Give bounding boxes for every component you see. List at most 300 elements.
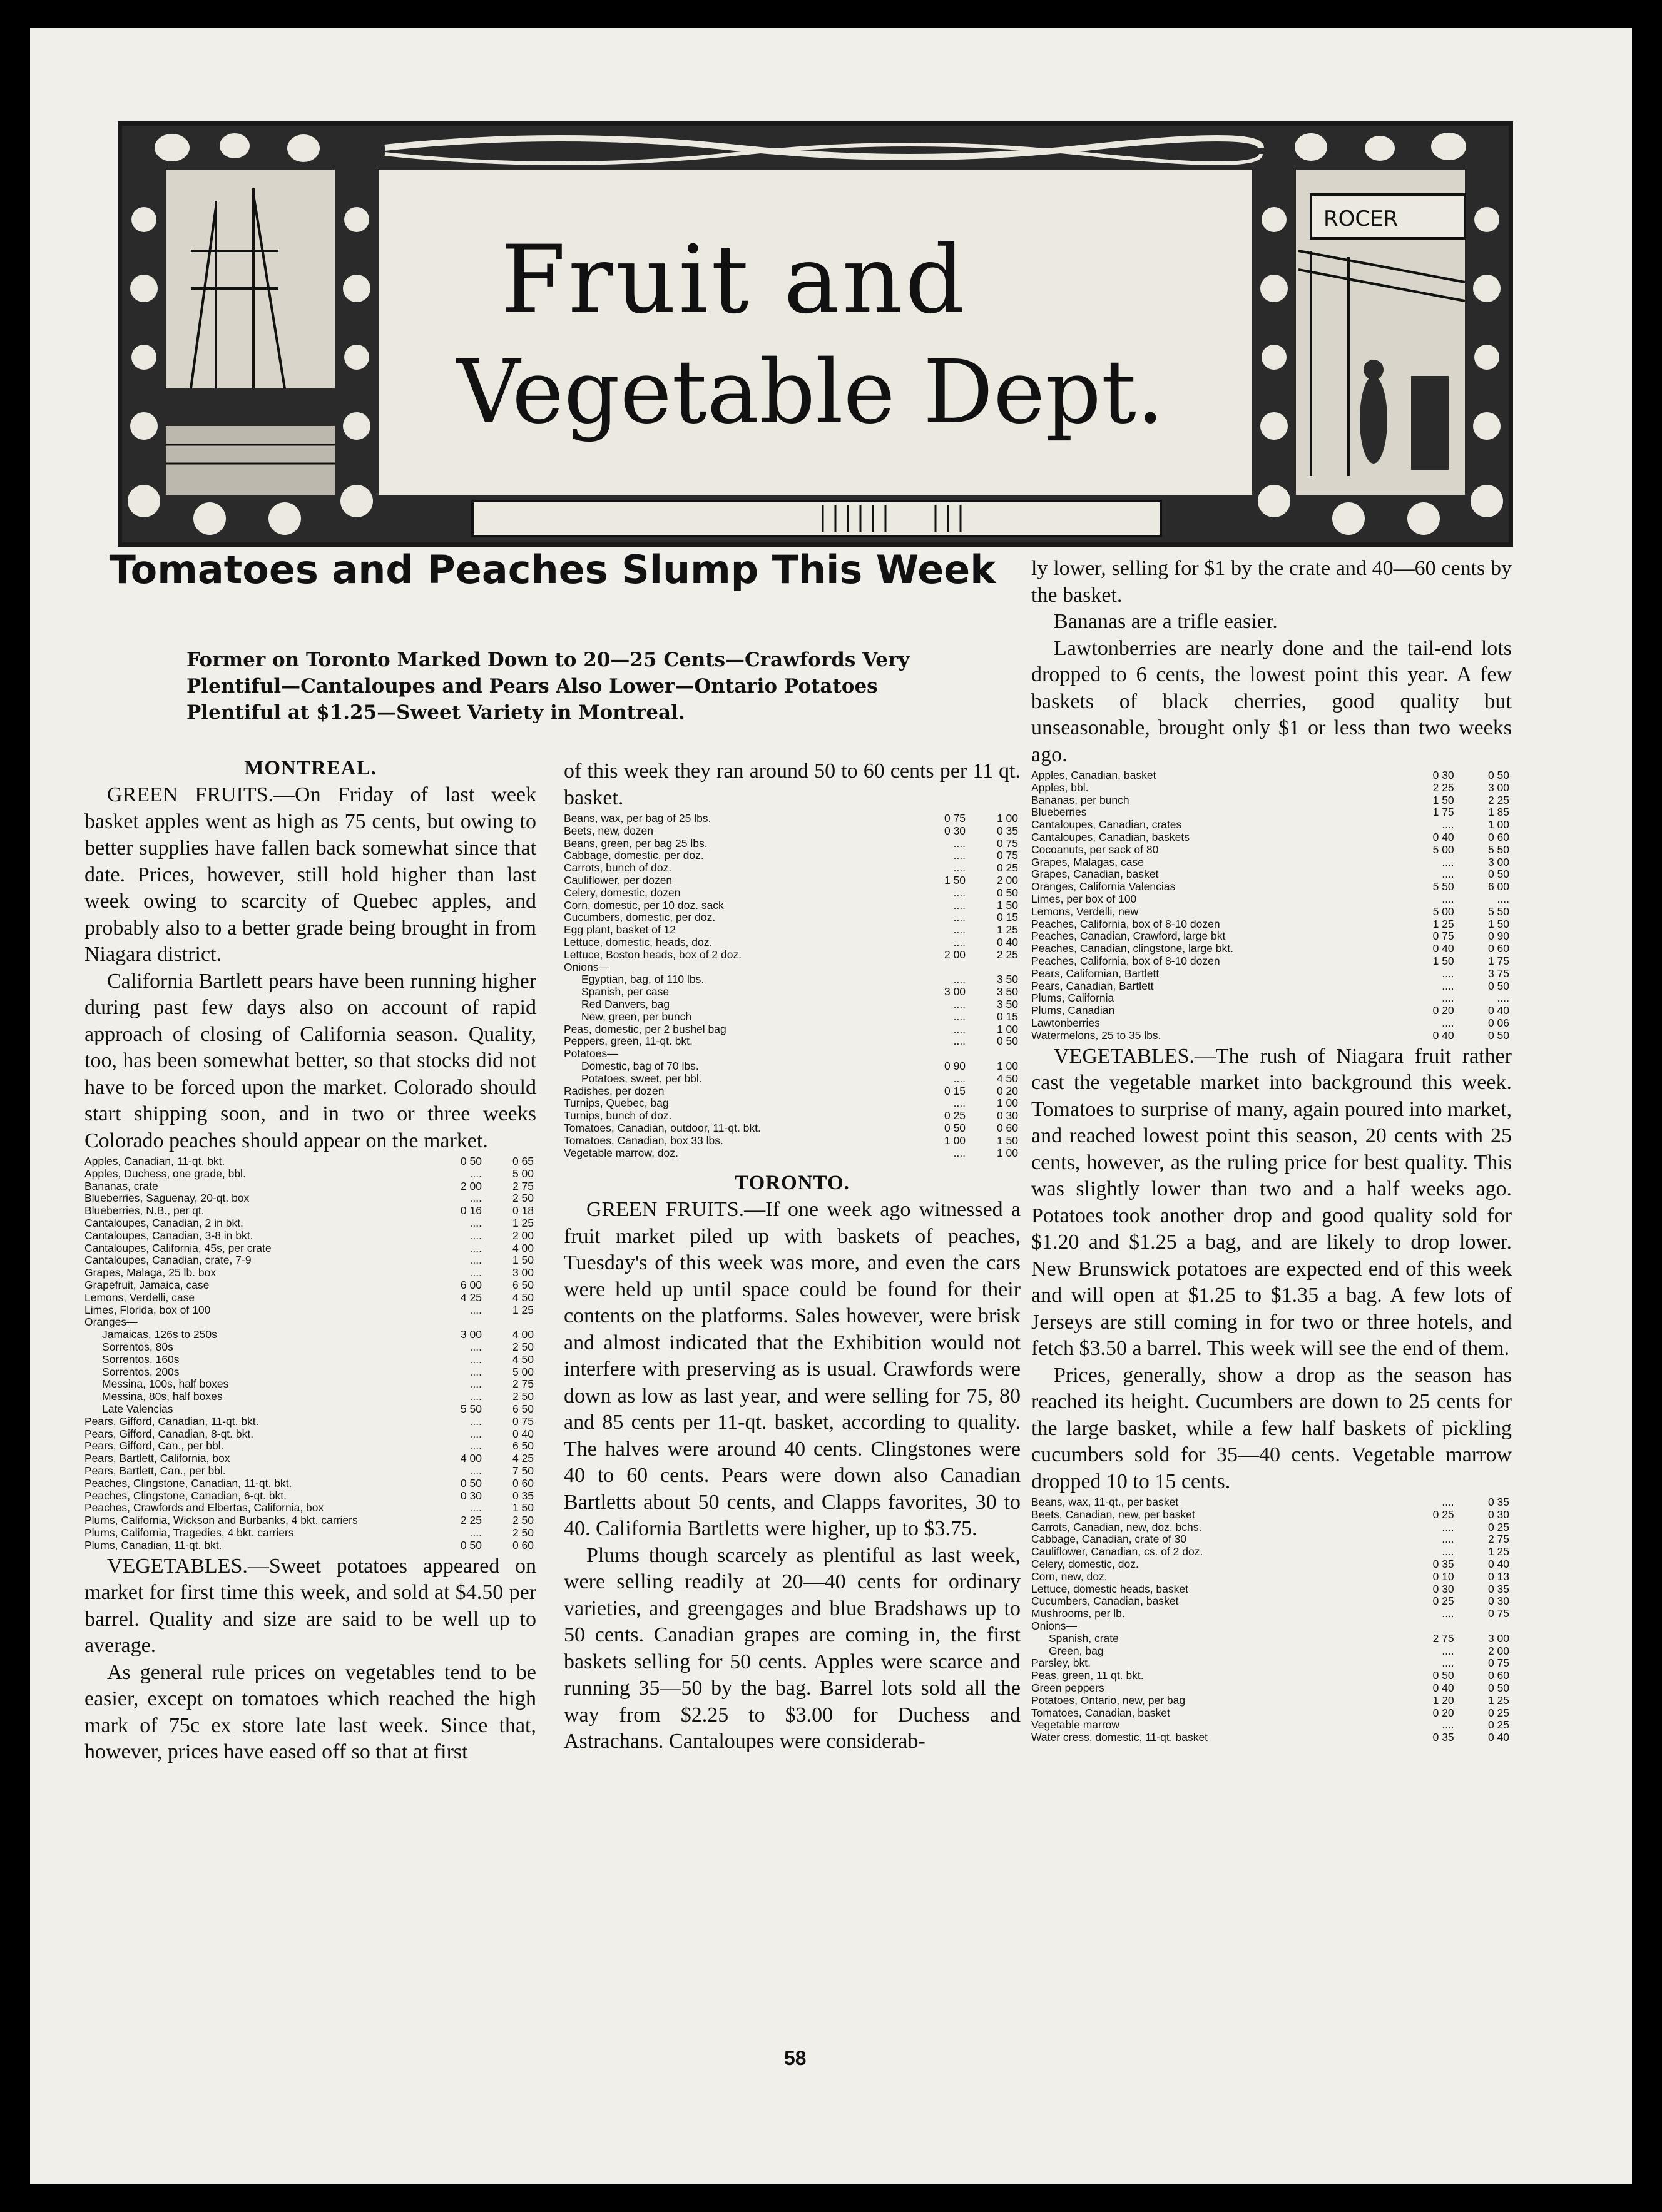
price-item: Corn, domestic, per 10 doz. sack [564,899,724,911]
price-row [1031,819,1512,831]
price-item: Cantaloupes, California, 45s, per crate [84,1242,272,1254]
price-low: .... [953,1072,966,1085]
price-low: 1 25 [1432,917,1454,930]
price-row [1031,968,1512,980]
price-row [1031,955,1512,968]
price-item: Cantaloupes, Canadian, 3-8 in bkt. [84,1229,253,1242]
price-row [564,887,1021,900]
montreal-veg-para-2: As general rule prices on vegetables tend to be easier, except on tomatoes which reached the high mark of 75c ex store late last week. Since that, however, prices have eased off so that at first [84,1660,536,1763]
page-number: 58 [784,2047,807,2069]
price-high: 2 75 [512,1179,534,1192]
price-low: 4 00 [460,1452,482,1465]
price-high: 0 50 [1487,868,1509,881]
price-item: Cantaloupes, Canadian, baskets [1031,831,1190,843]
price-high: .... [1497,992,1509,1005]
price-row [1031,1620,1512,1633]
price-row [1031,918,1512,931]
price-row [564,1135,1021,1147]
price-row [1031,943,1512,955]
price-row [84,1540,536,1552]
price-item: Tomatoes, Canadian, basket [1031,1707,1170,1719]
toronto-vegetable-price-table [1031,1496,1512,1744]
price-low: .... [469,1192,482,1205]
price-high: 0 50 [1487,1028,1509,1042]
price-high: 6 50 [512,1439,534,1453]
price-item: Bananas, per bunch [1031,794,1129,806]
price-high: 0 90 [1487,930,1509,943]
price-high: 0 75 [512,1414,534,1428]
price-item: Oranges— [84,1316,138,1329]
price-low: 0 40 [1432,830,1454,843]
price-high: 1 50 [512,1254,534,1267]
price-high: 6 50 [512,1278,534,1291]
price-item: Plums, California, Tragedies, 4 bkt. carriers [84,1526,294,1539]
price-high: 2 00 [996,873,1018,886]
column-2 [564,758,1021,1755]
price-item: Watermelons, 25 to 35 lbs. [1031,1029,1161,1042]
price-row [84,1279,536,1292]
price-high [1457,1620,1512,1633]
price-high: 1 25 [1487,1693,1509,1707]
price-low: 5 00 [1432,843,1454,856]
price-item: Carrots, bunch of doz. [564,862,672,875]
price-low: 0 90 [944,1059,966,1072]
montreal-fruit-price-table [84,1155,536,1552]
price-row [1031,868,1512,881]
price-high: 0 75 [996,836,1018,850]
price-low: 0 50 [944,1121,966,1134]
price-low: 1 00 [944,1134,966,1147]
price-low: 3 00 [460,1328,482,1341]
price-high [968,961,1021,974]
price-row [1031,844,1512,856]
price-high: 3 00 [1487,855,1509,868]
price-item: New, green, per bunch [581,1010,692,1023]
price-row [564,1110,1021,1122]
price-high: 3 50 [996,985,1018,998]
price-row [1031,893,1512,906]
price-low: 2 00 [460,1179,482,1192]
price-row [1031,930,1512,943]
price-item: Pears, Bartlett, California, box [84,1453,230,1465]
price-row [84,1403,536,1416]
price-high: 3 50 [996,997,1018,1010]
deck: Former on Toronto Marked Down to 20—25 Cents—Crawfords Very Plentiful—Cantaloupes and Pears Also Lower—Ontario Potatoes Plentiful at $1.25—Sweet Variety in Montreal. [186,649,910,724]
price-low: .... [1442,1644,1454,1657]
price-row [84,1514,536,1527]
price-high: 1 00 [996,1097,1018,1110]
price-high: 3 00 [1487,1631,1509,1645]
price-row [1031,1533,1512,1546]
price-item: Cantaloupes, Canadian, 2 in bkt. [84,1217,243,1229]
price-high: 0 40 [996,935,1018,948]
price-low: .... [953,935,966,948]
price-item: Peaches, California, box of 8-10 dozen [1031,955,1220,967]
price-row [84,1292,536,1304]
price-low: .... [953,861,966,875]
price-row [84,1192,536,1205]
price-high: 2 50 [512,1390,534,1403]
price-item: Grapes, Canadian, basket [1031,868,1159,881]
price-low: .... [469,1501,482,1514]
price-low: .... [1442,1016,1454,1029]
price-high: 4 25 [512,1452,534,1465]
price-row [1031,1558,1512,1571]
price-high: 0 25 [1487,1718,1509,1732]
price-high: 5 50 [1487,843,1509,856]
price-low: 1 20 [1432,1693,1454,1707]
price-high: 0 75 [1487,1656,1509,1670]
montreal-heading: MONTREAL. [244,757,377,779]
price-high: 0 60 [996,1121,1018,1134]
toronto-para-2: Plums though scarcely as plentiful as last week, were selling readily at 20—40 cents for ordinary varieties, and greengages and blue Bradshaws up to 50 cents. Canadian grapes are coming in, the first baskets selling for 50 cents. Apples were scarce and running 35—50 by the bag. Barrel lots sold all the way from $2.25 to $3.00 for Duchess and Astrachans. Cantaloupes were considerab- [564,1543,1021,1753]
price-low: .... [1442,966,1454,980]
price-item: Lettuce, Boston heads, box of 2 doz. [564,948,742,961]
price-low: .... [469,1464,482,1477]
price-low: .... [469,1340,482,1353]
price-high: 0 13 [1487,1570,1509,1583]
price-high: 2 75 [1487,1533,1509,1546]
price-row [1031,1732,1512,1744]
price-low: .... [469,1254,482,1267]
price-row [1031,1670,1512,1682]
price-item: Limes, Florida, box of 100 [84,1304,211,1316]
price-low: .... [953,1010,966,1023]
price-row [84,1428,536,1441]
price-high: 0 18 [512,1204,534,1217]
price-row [84,1155,536,1168]
price-high: 0 40 [1487,1731,1509,1744]
price-item: Plums, California, Wickson and Burbanks, 4 bkt. carriers [84,1514,358,1527]
price-item: Limes, per box of 100 [1031,893,1137,905]
price-item: Green peppers [1031,1682,1104,1694]
price-low: .... [953,973,966,986]
price-item: Blueberries, N.B., per qt. [84,1205,205,1217]
price-high: 4 00 [512,1241,534,1254]
price-row [84,1527,536,1540]
price-item: Peaches, Canadian, Crawford, large bkt [1031,930,1226,943]
price-item: Lettuce, domestic heads, basket [1031,1583,1188,1595]
price-low: 0 35 [1432,1731,1454,1744]
price-row [1031,1707,1512,1720]
price-row [564,1048,1021,1060]
price-row [564,924,1021,936]
price-row [1031,1657,1512,1670]
price-row [84,1416,536,1428]
price-row [564,850,1021,862]
price-item: Beets, new, dozen [564,824,654,837]
price-high: 1 00 [996,1146,1018,1159]
price-row [564,875,1021,887]
price-high: 2 50 [512,1340,534,1353]
page [30,28,1632,2184]
price-low: 2 75 [1432,1631,1454,1645]
price-row [84,1205,536,1217]
price-row [1031,1571,1512,1583]
price-row [84,1341,536,1354]
price-row [564,813,1021,825]
price-high: 0 15 [996,911,1018,924]
price-row [564,1011,1021,1023]
price-item: Corn, new, doz. [1031,1570,1108,1583]
col3-continuation: ly lower, selling for $1 by the crate and 40—60 cents by the basket. [1031,557,1512,607]
price-item: Messina, 100s, half boxes [102,1378,229,1391]
price-item: Bananas, crate [84,1180,158,1192]
price-low: 2 25 [1432,781,1454,794]
masthead-title-line1: Fruit and [501,226,968,335]
price-high: 0 15 [996,1010,1018,1023]
price-low: .... [469,1526,482,1539]
price-item: Blueberries [1031,806,1087,819]
price-row [84,1254,536,1267]
price-low: 5 50 [1432,880,1454,893]
masthead-title-line2: Vegetable Dept. [457,342,1165,444]
price-item: Apples, bbl. [1031,781,1089,794]
price-row [84,1391,536,1403]
price-low: 0 30 [1432,769,1454,781]
price-low [915,961,968,974]
price-row [564,838,1021,850]
price-low: 0 30 [460,1489,482,1502]
price-item: Red Danvers, bag [581,998,670,1010]
price-high: 4 50 [512,1291,534,1304]
price-item: Vegetable marrow, doz. [564,1147,678,1159]
price-item: Cauliflower, Canadian, cs. of 2 doz. [1031,1546,1203,1558]
price-row [564,1147,1021,1160]
price-item: Cantaloupes, Canadian, crate, 7-9 [84,1254,252,1267]
price-low: 0 25 [1432,1508,1454,1521]
price-high: 1 50 [996,1134,1018,1147]
price-low: .... [953,923,966,936]
price-row [1031,794,1512,807]
price-low [1401,1620,1456,1633]
price-high: 1 85 [1487,806,1509,819]
price-low: .... [1442,1520,1454,1533]
price-item: Sorrentos, 160s [102,1353,180,1366]
price-row [84,1242,536,1255]
price-low: 0 50 [460,1538,482,1551]
price-high: 0 20 [996,1084,1018,1097]
price-low: 0 40 [1432,1028,1454,1042]
price-high: 0 35 [996,824,1018,837]
price-low: .... [1442,1496,1454,1509]
price-item: Potatoes, Ontario, new, per bag [1031,1694,1186,1707]
price-row [1031,1546,1512,1558]
price-low: .... [1442,992,1454,1005]
price-row [1031,906,1512,918]
price-low: .... [1442,1718,1454,1732]
price-row [564,1073,1021,1085]
price-high: 0 60 [1487,830,1509,843]
price-item: Peaches, California, box of 8-10 dozen [1031,918,1220,930]
price-item: Carrots, Canadian, new, doz. bchs. [1031,1521,1202,1533]
price-row [564,1060,1021,1073]
price-item: Water cress, domestic, 11-qt. basket [1031,1732,1208,1744]
price-high: 0 40 [1487,1004,1509,1017]
price-low: .... [469,1414,482,1428]
price-high: 3 00 [512,1266,534,1279]
price-low: 0 20 [1432,1706,1454,1719]
headline: Tomatoes and Peaches Slump This Week [109,547,996,592]
price-item: Beans, wax, 11-qt., per basket [1031,1496,1179,1509]
price-high: 0 75 [996,849,1018,862]
price-item: Cocoanuts, per sack of 80 [1031,843,1159,856]
price-high: 1 00 [1487,818,1509,831]
price-row [1031,980,1512,993]
price-low: 0 25 [1432,1595,1454,1608]
price-high: 2 25 [1487,793,1509,806]
price-item: Turnips, Quebec, bag [564,1097,669,1110]
price-item: Late Valencias [102,1403,173,1415]
price-high: 0 30 [1487,1595,1509,1608]
price-low: .... [469,1439,482,1453]
price-item: Peppers, green, 11-qt. bkt. [564,1035,693,1048]
price-low: .... [953,997,966,1010]
price-low [915,1048,968,1060]
price-row [84,1316,536,1329]
price-row [84,1490,536,1503]
price-low: .... [469,1266,482,1279]
price-item: Peas, domestic, per 2 bushel bag [564,1023,726,1035]
price-high: 1 75 [1487,954,1509,967]
price-low: 0 10 [1432,1570,1454,1583]
price-item: Egg plant, basket of 12 [564,924,676,936]
price-item: Onions— [564,961,609,973]
price-item: Cucumbers, Canadian, basket [1031,1595,1179,1608]
price-row [1031,769,1512,782]
price-row [1031,1496,1512,1509]
price-row [564,973,1021,986]
price-row [84,1478,536,1490]
price-item: Sorrentos, 200s [102,1366,180,1378]
price-low: 0 40 [1432,942,1454,955]
price-item: Cabbage, Canadian, crate of 30 [1031,1533,1187,1546]
price-high: 2 50 [512,1526,534,1539]
price-item: Parsley, bkt. [1031,1657,1091,1670]
price-low: .... [469,1352,482,1366]
price-low: 5 00 [1432,905,1454,918]
price-item: Apples, Canadian, 11-qt. bkt. [84,1155,225,1167]
price-low: .... [1442,855,1454,868]
price-item: Lemons, Verdelli, case [84,1291,195,1304]
price-high: 1 00 [996,812,1018,824]
price-row [564,1122,1021,1135]
toronto-para-1: GREEN FRUITS.—If one week ago witnessed a fruit market piled up with baskets of peaches, Tuesday's of this week was more, and even the cars were held up until space could be found for their contents on the platforms. Sales however, were brisk and almost indicated that the Exhibition would not interfere with preserving as is usual. Crawfords were down as low as last year, and were selling for 75, 80 and 85 cents per 11-qt. basket, according to quality. The halves were around 40 cents. Clingstones were 40 to 60 cents. Pears were down also Canadian Bartletts about 50 cents, and Clapps favorites, 30 to 40. California Bartletts were higher, up to $3.75. [564,1198,1021,1541]
price-high: 1 25 [512,1303,534,1316]
price-high: 1 50 [1487,917,1509,930]
price-item: Cauliflower, per dozen [564,874,673,886]
price-high: 0 25 [1487,1520,1509,1533]
price-low: 0 50 [1432,1669,1454,1682]
price-high: 5 50 [1487,905,1509,918]
price-low: 0 75 [944,812,966,824]
price-high: 1 00 [996,1059,1018,1072]
price-row [84,1378,536,1391]
price-item: Blueberries, Saguenay, 20-qt. box [84,1192,250,1205]
price-high: 5 00 [512,1167,534,1180]
price-low: 6 00 [460,1278,482,1291]
price-item: Pears, Bartlett, Can., per bbl. [84,1464,226,1477]
price-high: 1 00 [996,1022,1018,1035]
price-low: 0 50 [460,1476,482,1489]
price-item: Spanish, crate [1049,1632,1119,1645]
price-low: 5 50 [460,1402,482,1415]
toronto-heading: TORONTO. [735,1172,850,1195]
price-row [84,1465,536,1478]
price-item: Onions— [1031,1620,1077,1632]
price-high: 0 40 [512,1427,534,1440]
masthead-banner [118,121,1513,547]
price-low [432,1316,484,1329]
price-low: .... [953,849,966,862]
price-row [84,1440,536,1453]
price-item: Cucumbers, domestic, per doz. [564,911,716,924]
price-row [84,1180,536,1193]
price-low: 1 50 [944,873,966,886]
price-high: 0 75 [1487,1607,1509,1620]
price-low: .... [1442,868,1454,881]
price-low: .... [1442,1656,1454,1670]
price-high: 0 50 [1487,1681,1509,1694]
montreal-para-1: GREEN FRUITS.—On Friday of last week basket apples went as high as 75 cents, but owing to better supplies have fallen back somewhat since that date. Prices, however, still hold higher than last week owing to scarcity of Quebec apples, and probably also to a better grade being brought in from Niagara district. [84,783,536,966]
montreal-para-2: California Bartlett pears have been running higher during past few days also on account of rapid approach of closing of California season. Quality, too, has been somewhat better, so that stocks did not have to be forced upon the market. Colorado should start shipping soon, and in two or three weeks Colorado peaches should appear on the market. [84,969,536,1152]
column-1 [84,754,536,1766]
price-item: Grapefruit, Jamaica, case [84,1279,210,1291]
price-row [1031,831,1512,844]
price-low: 0 25 [944,1109,966,1122]
montreal-vegetable-price-table [564,813,1021,1159]
price-item: Peaches, Canadian, clingstone, large bkt. [1031,943,1233,955]
toronto-fruit-price-table [1031,769,1512,1042]
price-row [564,825,1021,838]
price-item: Oranges, California Valencias [1031,881,1176,893]
price-item: Green, bag [1049,1645,1104,1657]
col2-continuation: of this week they ran around 50 to 60 cents per 11 qt. basket. [564,759,1021,809]
price-low: 3 00 [944,985,966,998]
price-item: Tomatoes, Canadian, outdoor, 11-qt. bkt. [564,1122,761,1134]
price-low: 2 25 [460,1514,482,1527]
price-high: 0 40 [1487,1558,1509,1571]
price-high: 4 00 [512,1328,534,1341]
price-high: 0 35 [512,1489,534,1502]
price-high: 0 50 [1487,769,1509,781]
price-row [1031,992,1512,1005]
price-row [1031,1005,1512,1017]
price-row [564,998,1021,1011]
price-high: 0 60 [1487,942,1509,955]
price-low: .... [469,1427,482,1440]
price-low: .... [1442,1607,1454,1620]
price-low: .... [469,1365,482,1378]
price-row [84,1230,536,1242]
price-item: Cantaloupes, Canadian, crates [1031,819,1182,831]
montreal-veg-para-1: VEGETABLES.—Sweet potatoes appeared on market for first time this week, and sold at $4.50 per barrel. Quality and size are said to be well up to average. [84,1554,536,1657]
price-high: 1 25 [996,923,1018,936]
price-low: .... [469,1167,482,1180]
price-item: Pears, Gifford, Canadian, 8-qt. bkt. [84,1428,254,1440]
column-3 [1031,556,1512,1745]
price-high: 2 00 [512,1229,534,1242]
price-row [564,961,1021,974]
price-row [1031,1521,1512,1534]
price-item: Beets, Canadian, new, per basket [1031,1508,1195,1521]
price-high: 0 60 [512,1538,534,1551]
price-item: Beans, wax, per bag of 25 lbs. [564,813,711,824]
price-row [564,1035,1021,1048]
price-low: 0 75 [1432,930,1454,943]
price-high: 0 50 [996,886,1018,899]
price-high: 4 50 [996,1072,1018,1085]
